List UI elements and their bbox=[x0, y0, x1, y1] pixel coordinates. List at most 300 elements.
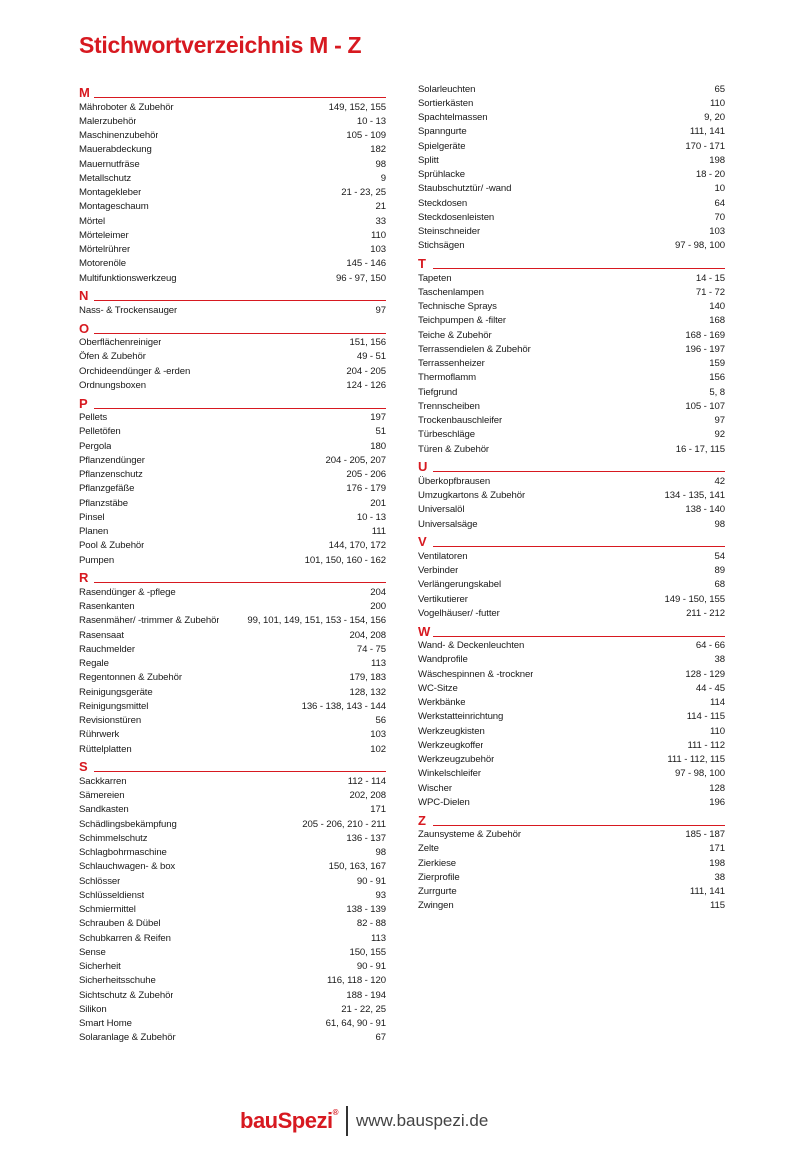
entry-keyword: Terrassendielen & Zubehör bbox=[418, 343, 531, 355]
entry-pages: 115 bbox=[710, 900, 725, 912]
section-divider bbox=[433, 636, 725, 637]
entry-keyword: Zaunsysteme & Zubehör bbox=[418, 829, 521, 841]
index-entry bbox=[79, 214, 386, 228]
index-entry bbox=[418, 96, 725, 110]
index-entry bbox=[418, 153, 725, 167]
section-header-v bbox=[418, 531, 725, 549]
entry-pages: 102 bbox=[370, 743, 386, 755]
entry-pages: 170 - 171 bbox=[685, 140, 725, 152]
index-entry bbox=[418, 342, 725, 356]
entry-pages: 38 bbox=[714, 654, 725, 666]
entry-keyword: Türen & Zubehör bbox=[418, 443, 490, 455]
index-entry bbox=[418, 795, 725, 809]
entry-keyword: Mörtelrührer bbox=[79, 244, 131, 256]
index-entry bbox=[79, 585, 386, 599]
entry-keyword: Öfen & Zubehör bbox=[79, 351, 146, 363]
index-entry bbox=[79, 728, 386, 742]
entry-keyword: Regale bbox=[79, 658, 109, 670]
index-entry bbox=[79, 350, 386, 364]
entry-keyword: Überkopfbrausen bbox=[418, 475, 491, 487]
entry-pages: 44 - 45 bbox=[695, 682, 725, 694]
index-entry bbox=[418, 399, 725, 413]
entry-pages: 198 bbox=[709, 154, 725, 166]
index-entry bbox=[418, 196, 725, 210]
entry-pages: 33 bbox=[375, 215, 386, 227]
index-entry bbox=[79, 336, 386, 350]
entry-pages: 56 bbox=[375, 715, 386, 727]
entry-pages: 111, 141 bbox=[689, 886, 725, 898]
entry-pages: 136 - 137 bbox=[346, 832, 386, 844]
index-entry bbox=[418, 578, 725, 592]
entry-pages: 196 bbox=[709, 796, 725, 808]
index-entry bbox=[418, 314, 725, 328]
index-entry bbox=[418, 182, 725, 196]
entry-pages: 114 - 115 bbox=[686, 711, 725, 723]
index-column-left bbox=[79, 82, 386, 1045]
entry-pages: 21 - 23, 25 bbox=[341, 187, 386, 199]
entry-pages: 111, 141 bbox=[689, 126, 725, 138]
entry-pages: 112 - 114 bbox=[347, 775, 386, 787]
entry-keyword: Rauchmelder bbox=[79, 643, 135, 655]
entry-keyword: Planen bbox=[79, 526, 109, 538]
entry-pages: 116, 118 - 120 bbox=[326, 975, 386, 987]
entry-pages: 128 - 129 bbox=[685, 668, 725, 680]
index-entry bbox=[79, 439, 386, 453]
index-entry bbox=[79, 1031, 386, 1045]
entry-keyword: Pflanzgefäße bbox=[79, 483, 135, 495]
index-entry bbox=[418, 371, 725, 385]
index-entry bbox=[418, 300, 725, 314]
section-header-z bbox=[418, 810, 725, 828]
entry-pages: 5, 8 bbox=[709, 386, 725, 398]
index-entry bbox=[418, 842, 725, 856]
index-entry bbox=[418, 885, 725, 899]
entry-pages: 149 - 150, 155 bbox=[664, 593, 725, 605]
index-entry bbox=[79, 539, 386, 553]
entry-keyword: Schädlingsbekämpfung bbox=[79, 818, 177, 830]
entry-pages: 196 - 197 bbox=[685, 343, 725, 355]
index-entry bbox=[79, 974, 386, 988]
index-entry bbox=[418, 653, 725, 667]
index-entry bbox=[418, 239, 725, 253]
section-header-p bbox=[79, 393, 386, 411]
section-divider bbox=[433, 825, 725, 826]
entry-keyword: Rasendünger & -pflege bbox=[79, 586, 176, 598]
entry-pages: 182 bbox=[370, 144, 386, 156]
index-entry bbox=[79, 114, 386, 128]
entry-keyword: WC-Sitze bbox=[418, 682, 458, 694]
entry-pages: 71 - 72 bbox=[695, 286, 725, 298]
entry-keyword: Taschenlampen bbox=[418, 286, 484, 298]
index-entry bbox=[418, 667, 725, 681]
entry-pages: 204 - 205, 207 bbox=[325, 454, 386, 466]
index-entry bbox=[79, 303, 386, 317]
entry-pages: 113 bbox=[371, 932, 386, 944]
index-entry bbox=[418, 639, 725, 653]
entry-pages: 179, 183 bbox=[349, 672, 386, 684]
entry-keyword: Sichtschutz & Zubehör bbox=[79, 989, 174, 1001]
index-entry bbox=[79, 874, 386, 888]
entry-pages: 103 bbox=[370, 244, 386, 256]
index-entry bbox=[418, 271, 725, 285]
index-entry bbox=[418, 225, 725, 239]
index-entry bbox=[418, 753, 725, 767]
entry-pages: 67 bbox=[375, 1032, 386, 1044]
entry-keyword: Ventilatoren bbox=[418, 550, 468, 562]
index-entry bbox=[418, 285, 725, 299]
entry-pages: 111 - 112 bbox=[687, 739, 725, 751]
entry-keyword: Schlüsseldienst bbox=[79, 889, 145, 901]
entry-keyword: Metallschutz bbox=[79, 172, 132, 184]
entry-pages: 16 - 17, 115 bbox=[675, 443, 725, 455]
entry-pages: 110 bbox=[710, 97, 725, 109]
index-entry bbox=[79, 614, 386, 628]
section-header-n bbox=[79, 285, 386, 303]
entry-pages: 204, 208 bbox=[349, 629, 386, 641]
index-entry bbox=[79, 742, 386, 756]
entry-pages: 21 bbox=[375, 201, 386, 213]
entry-keyword: Schimmelschutz bbox=[79, 832, 148, 844]
section-header-t bbox=[418, 253, 725, 271]
index-column-right bbox=[418, 82, 725, 913]
index-entry bbox=[79, 200, 386, 214]
index-entry bbox=[79, 931, 386, 945]
entry-pages: 168 - 169 bbox=[685, 329, 725, 341]
section-header-m bbox=[79, 82, 386, 100]
entry-pages: 138 - 139 bbox=[346, 904, 386, 916]
entry-keyword: Sicherheitsschuhe bbox=[79, 975, 156, 987]
entry-keyword: Universalöl bbox=[418, 504, 465, 516]
entry-pages: 74 - 75 bbox=[356, 643, 386, 655]
entry-keyword: Montagekleber bbox=[79, 187, 142, 199]
entry-keyword: Malerzubehör bbox=[79, 115, 137, 127]
entry-keyword: Mähroboter & Zubehör bbox=[79, 101, 174, 113]
entry-pages: 42 bbox=[714, 475, 725, 487]
index-entry bbox=[79, 228, 386, 242]
entry-keyword: Türbeschläge bbox=[418, 429, 475, 441]
entry-keyword: Oberflächenreiniger bbox=[79, 337, 162, 349]
entry-pages: 110 bbox=[371, 229, 386, 241]
entry-pages: 92 bbox=[714, 429, 725, 441]
index-entry bbox=[79, 129, 386, 143]
entry-keyword: Universalsäge bbox=[418, 518, 478, 530]
entry-keyword: Spanngurte bbox=[418, 126, 467, 138]
entry-pages: 110 bbox=[710, 725, 725, 737]
entry-keyword: Pflanzenschutz bbox=[79, 469, 143, 481]
entry-pages: 128, 132 bbox=[349, 686, 386, 698]
section-divider bbox=[94, 408, 386, 409]
entry-pages: 98 bbox=[714, 518, 725, 530]
entry-pages: 98 bbox=[375, 158, 386, 170]
entry-pages: 149, 152, 155 bbox=[328, 101, 386, 113]
section-header-u bbox=[418, 456, 725, 474]
section-header-r bbox=[79, 567, 386, 585]
entry-keyword: Rührwerk bbox=[79, 729, 120, 741]
entry-keyword: Montageschaum bbox=[79, 201, 149, 213]
entry-pages: 113 bbox=[371, 658, 386, 670]
entry-pages: 14 - 15 bbox=[695, 272, 725, 284]
footer bbox=[240, 1106, 488, 1136]
entry-keyword: Vertikutierer bbox=[418, 593, 468, 605]
index-entry bbox=[418, 414, 725, 428]
index-entry bbox=[79, 143, 386, 157]
entry-pages: 211 - 212 bbox=[686, 607, 725, 619]
entry-keyword: Wischer bbox=[418, 782, 452, 794]
entry-keyword: Nass- & Trockensauger bbox=[79, 304, 178, 316]
entry-keyword: WPC-Dielen bbox=[418, 796, 470, 808]
index-entry bbox=[79, 496, 386, 510]
entry-pages: 159 bbox=[709, 358, 725, 370]
index-entry bbox=[79, 803, 386, 817]
entry-pages: 151, 156 bbox=[349, 337, 386, 349]
index-entry bbox=[79, 642, 386, 656]
entry-keyword: Steinschneider bbox=[418, 226, 481, 238]
entry-pages: 171 bbox=[709, 843, 725, 855]
brand-logo-text: bauSpezi bbox=[240, 1108, 333, 1133]
entry-pages: 61, 64, 90 - 91 bbox=[325, 1018, 386, 1030]
entry-pages: 188 - 194 bbox=[346, 989, 386, 1001]
entry-keyword: Winkelschleifer bbox=[418, 768, 482, 780]
entry-pages: 96 - 97, 150 bbox=[335, 272, 386, 284]
entry-pages: 144, 170, 172 bbox=[328, 540, 386, 552]
entry-keyword: Mörtel bbox=[79, 215, 106, 227]
entry-pages: 176 - 179 bbox=[346, 483, 386, 495]
entry-pages: 97 bbox=[375, 304, 386, 316]
index-entry bbox=[79, 657, 386, 671]
entry-keyword: Revisionstüren bbox=[79, 715, 142, 727]
index-entry bbox=[79, 271, 386, 285]
index-entry bbox=[79, 714, 386, 728]
entry-keyword: Werkbänke bbox=[418, 697, 466, 709]
index-entry bbox=[418, 474, 725, 488]
entry-keyword: Reinigungsgeräte bbox=[79, 686, 153, 698]
entry-pages: 10 - 13 bbox=[356, 115, 386, 127]
section-letter: V bbox=[418, 534, 427, 550]
index-entry bbox=[79, 510, 386, 524]
index-entry bbox=[418, 385, 725, 399]
index-entry bbox=[418, 549, 725, 563]
entry-pages: 90 - 91 bbox=[356, 875, 386, 887]
index-entry bbox=[418, 592, 725, 606]
entry-pages: 54 bbox=[714, 550, 725, 562]
index-entry bbox=[79, 817, 386, 831]
entry-keyword: Pelletöfen bbox=[79, 426, 121, 438]
registered-mark: ® bbox=[332, 1108, 338, 1117]
index-entry bbox=[418, 442, 725, 456]
index-entry bbox=[79, 525, 386, 539]
entry-pages: 70 bbox=[714, 211, 725, 223]
entry-pages: 204 bbox=[370, 586, 386, 598]
index-entry bbox=[418, 870, 725, 884]
entry-keyword: Reinigungsmittel bbox=[79, 700, 149, 712]
entry-keyword: Sandkasten bbox=[79, 804, 129, 816]
entry-pages: 198 bbox=[709, 857, 725, 869]
index-entry bbox=[79, 171, 386, 185]
index-entry bbox=[418, 828, 725, 842]
index-entry bbox=[79, 411, 386, 425]
section-header-w bbox=[418, 621, 725, 639]
entry-pages: 185 - 187 bbox=[685, 829, 725, 841]
entry-keyword: Maschinenzubehör bbox=[79, 130, 159, 142]
index-entry bbox=[79, 453, 386, 467]
index-entry bbox=[79, 1017, 386, 1031]
entry-keyword: Pool & Zubehör bbox=[79, 540, 145, 552]
entry-pages: 21 - 22, 25 bbox=[341, 1003, 386, 1015]
entry-keyword: Pumpen bbox=[79, 554, 115, 566]
entry-pages: 105 - 107 bbox=[685, 400, 725, 412]
index-entry bbox=[418, 724, 725, 738]
entry-keyword: Schlagbohrmaschine bbox=[79, 847, 167, 859]
section-letter: O bbox=[79, 320, 90, 336]
section-letter: T bbox=[418, 256, 426, 271]
section-letter: Z bbox=[418, 812, 426, 828]
entry-pages: 136 - 138, 143 - 144 bbox=[301, 700, 386, 712]
entry-keyword: Sortierkästen bbox=[418, 97, 474, 109]
index-entry bbox=[79, 846, 386, 860]
index-entry bbox=[418, 125, 725, 139]
section-divider bbox=[94, 300, 386, 301]
entry-pages: 10 bbox=[714, 183, 725, 195]
section-letter: R bbox=[79, 570, 89, 586]
entry-keyword: Solaranlage & Zubehör bbox=[79, 1032, 176, 1044]
entry-keyword: Regentonnen & Zubehör bbox=[79, 672, 182, 684]
entry-pages: 197 bbox=[370, 412, 386, 424]
entry-pages: 200 bbox=[370, 601, 386, 613]
index-entry bbox=[418, 710, 725, 724]
index-entry bbox=[79, 917, 386, 931]
index-entry bbox=[79, 364, 386, 378]
index-entry bbox=[418, 82, 725, 96]
entry-keyword: Smart Home bbox=[79, 1018, 132, 1030]
entry-pages: 101, 150, 160 - 162 bbox=[304, 554, 386, 566]
entry-keyword: Werkzeugzubehör bbox=[418, 754, 495, 766]
entry-pages: 103 bbox=[709, 226, 725, 238]
entry-pages: 49 - 51 bbox=[356, 351, 386, 363]
entry-keyword: Sprühlacke bbox=[418, 169, 465, 181]
entry-keyword: Werkzeugkisten bbox=[418, 725, 485, 737]
page-title: Stichwortverzeichnis M - Z bbox=[79, 32, 362, 58]
entry-pages: 111 bbox=[371, 526, 386, 538]
entry-pages: 9 bbox=[380, 172, 386, 184]
entry-keyword: Orchideendünger & -erden bbox=[79, 365, 191, 377]
index-entry bbox=[79, 482, 386, 496]
section-header-s bbox=[79, 756, 386, 774]
entry-pages: 18 - 20 bbox=[695, 169, 725, 181]
entry-pages: 97 - 98, 100 bbox=[674, 240, 725, 252]
index-entry bbox=[79, 960, 386, 974]
index-entry bbox=[79, 685, 386, 699]
entry-keyword: Staubschutztür/ -wand bbox=[418, 183, 512, 195]
section-letter: N bbox=[79, 288, 89, 304]
brand-logo[interactable] bbox=[240, 1108, 338, 1134]
index-entry bbox=[418, 696, 725, 710]
entry-pages: 65 bbox=[714, 83, 725, 95]
section-divider bbox=[94, 771, 386, 772]
index-entry bbox=[79, 100, 386, 114]
index-entry bbox=[418, 210, 725, 224]
index-entry bbox=[79, 157, 386, 171]
index-entry bbox=[418, 738, 725, 752]
entry-keyword: Pellets bbox=[79, 412, 108, 424]
index-entry bbox=[79, 243, 386, 257]
index-entry bbox=[418, 328, 725, 342]
entry-keyword: Pergola bbox=[79, 440, 112, 452]
index-entry bbox=[418, 899, 725, 913]
entry-keyword: Wand- & Deckenleuchten bbox=[418, 640, 525, 652]
section-divider bbox=[433, 546, 725, 547]
entry-pages: 64 - 66 bbox=[695, 640, 725, 652]
website-link[interactable]: www.bauspezi.de bbox=[355, 1111, 489, 1130]
entry-keyword: Wäschespinnen & -trockner bbox=[418, 668, 534, 680]
entry-keyword: Splitt bbox=[418, 154, 439, 166]
entry-pages: 97 - 98, 100 bbox=[674, 768, 725, 780]
entry-pages: 90 - 91 bbox=[356, 961, 386, 973]
index-entry bbox=[418, 681, 725, 695]
entry-pages: 138 - 140 bbox=[685, 504, 725, 516]
entry-pages: 38 bbox=[714, 871, 725, 883]
entry-keyword: Terrassenheizer bbox=[418, 358, 485, 370]
entry-keyword: Multifunktionswerkzeug bbox=[79, 272, 177, 284]
entry-keyword: Rasenkanten bbox=[79, 601, 135, 613]
entry-pages: 64 bbox=[714, 197, 725, 209]
entry-keyword: Pflanzstäbe bbox=[79, 497, 129, 509]
entry-keyword: Technische Sprays bbox=[418, 301, 497, 313]
entry-keyword: Thermoflamm bbox=[418, 372, 477, 384]
entry-pages: 202, 208 bbox=[349, 790, 386, 802]
section-divider bbox=[94, 97, 386, 98]
index-entry bbox=[418, 781, 725, 795]
entry-pages: 9, 20 bbox=[704, 112, 725, 124]
entry-keyword: Rasensaat bbox=[79, 629, 124, 641]
index-entry bbox=[418, 139, 725, 153]
section-letter: M bbox=[79, 85, 90, 100]
entry-keyword: Wandprofile bbox=[418, 654, 468, 666]
entry-pages: 111 - 112, 115 bbox=[667, 754, 725, 766]
entry-pages: 10 - 13 bbox=[356, 511, 386, 523]
entry-pages: 103 bbox=[370, 729, 386, 741]
index-entry bbox=[79, 774, 386, 788]
entry-pages: 204 - 205 bbox=[346, 365, 386, 377]
entry-pages: 140 bbox=[709, 301, 725, 313]
section-letter: S bbox=[79, 759, 88, 775]
entry-keyword: Trennscheiben bbox=[418, 400, 480, 412]
entry-keyword: Tiefgrund bbox=[418, 386, 458, 398]
entry-pages: 99, 101, 149, 151, 153 - 154, 156 bbox=[247, 615, 386, 627]
index-entry bbox=[79, 186, 386, 200]
index-entry bbox=[79, 257, 386, 271]
entry-pages: 201 bbox=[370, 497, 386, 509]
entry-keyword: Umzugkartons & Zubehör bbox=[418, 490, 526, 502]
entry-keyword: Werkstatteinrichtung bbox=[418, 711, 504, 723]
entry-keyword: Steckdosen bbox=[418, 197, 468, 209]
entry-keyword: Motorenöle bbox=[79, 258, 126, 270]
entry-keyword: Tapeten bbox=[418, 272, 452, 284]
entry-pages: 114 bbox=[710, 697, 725, 709]
entry-pages: 150, 163, 167 bbox=[328, 861, 386, 873]
entry-keyword: Verbinder bbox=[418, 565, 459, 577]
entry-keyword: Mauerabdeckung bbox=[79, 144, 152, 156]
index-entry bbox=[418, 606, 725, 620]
entry-keyword: Silikon bbox=[79, 1003, 107, 1015]
entry-pages: 205 - 206 bbox=[346, 469, 386, 481]
entry-keyword: Zierprofile bbox=[418, 871, 460, 883]
index-entry bbox=[418, 517, 725, 531]
entry-keyword: Verlängerungskabel bbox=[418, 579, 502, 591]
entry-keyword: Vogelhäuser/ -futter bbox=[418, 607, 500, 619]
index-entry bbox=[79, 671, 386, 685]
entry-keyword: Spielgeräte bbox=[418, 140, 466, 152]
entry-pages: 93 bbox=[375, 889, 386, 901]
